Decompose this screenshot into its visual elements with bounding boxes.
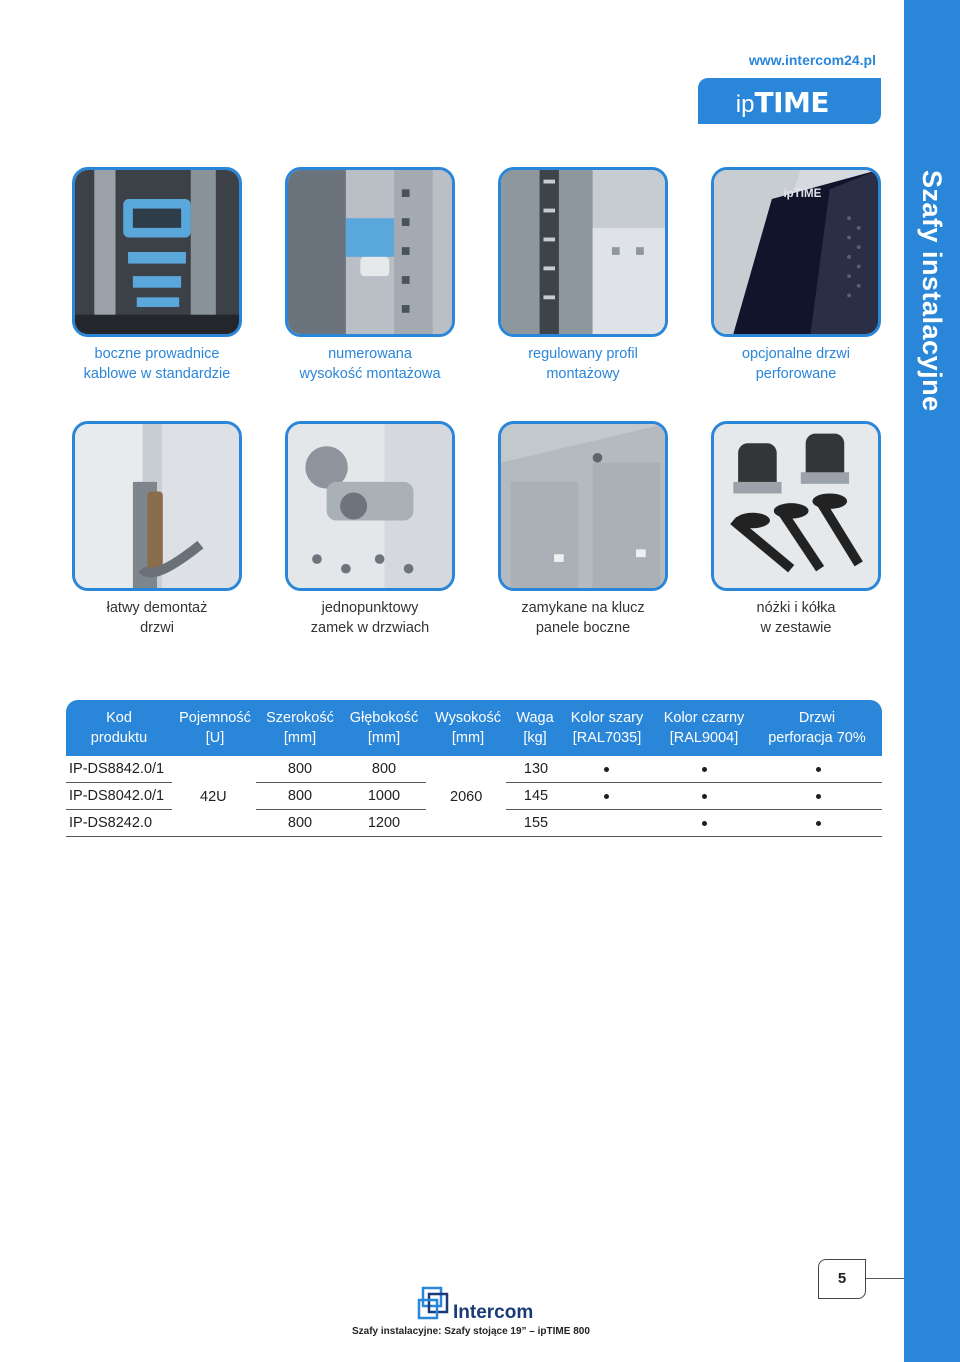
website-url[interactable]: www.intercom24.pl: [748, 52, 876, 68]
weight-value: 145: [523, 788, 549, 804]
col-header-width: Szerokość [mm]: [266, 710, 334, 746]
perforated-available-dot: [816, 767, 821, 772]
weight-value: 155: [523, 815, 549, 831]
feature-caption: opcjonalne drzwi perforowane: [741, 346, 850, 382]
height-merged-value: 2060: [450, 789, 483, 805]
photo-cable-guides: [72, 167, 242, 337]
product-code: IP-DS8042.0/1: [69, 788, 165, 804]
photo-door-hinge: [72, 421, 242, 591]
intercom-logo: Intercom: [417, 1286, 547, 1326]
page-number: 5: [818, 1259, 866, 1299]
perforated-available-dot: [816, 821, 821, 826]
photo-feet-and-casters: [711, 421, 881, 591]
black-available-dot: [702, 767, 707, 772]
col-header-height: Wysokość [mm]: [435, 710, 501, 746]
product-code: IP-DS8242.0: [69, 815, 153, 831]
col-header-code: Kod produktu: [90, 710, 148, 746]
perforated-available-dot: [816, 794, 821, 799]
side-section-title: Szafy instalacyjne: [917, 170, 947, 412]
table-row: [66, 756, 882, 783]
depth-value: 1000: [367, 788, 401, 804]
footer-caption: Szafy instalacyjne: Szafy stojące 19” – ipTIME 800: [352, 1326, 590, 1337]
capacity-merged-value: 42U: [200, 789, 227, 805]
feature-caption: nóżki i kółka w zestawie: [756, 600, 836, 636]
feature-caption: zamykane na klucz panele boczne: [521, 600, 645, 636]
col-header-weight: Waga [kg]: [516, 710, 554, 746]
photo-lockable-side-panels: [498, 421, 668, 591]
table-row: [66, 810, 882, 837]
feature-caption: regulowany profil montażowy: [528, 346, 638, 382]
weight-value: 130: [523, 761, 549, 777]
photo-numbered-height: [285, 167, 455, 337]
col-header-grey: Kolor szary [RAL7035]: [570, 710, 644, 746]
spec-table-header: [66, 700, 882, 756]
col-header-perforated: Drzwi perforacja 70%: [768, 710, 866, 746]
page-number-rule: [866, 1278, 904, 1279]
width-value: 800: [287, 788, 313, 804]
black-available-dot: [702, 794, 707, 799]
width-value: 800: [287, 815, 313, 831]
depth-value: 800: [371, 761, 397, 777]
photo-mounting-profile: [498, 167, 668, 337]
feature-caption: jednopunktowy zamek w drzwiach: [310, 600, 430, 636]
col-header-depth: Głębokość [mm]: [349, 710, 419, 746]
feature-caption: numerowana wysokość montażowa: [299, 346, 441, 382]
row-divider: [66, 836, 882, 837]
brand-logo: ipTIME: [735, 86, 829, 119]
feature-caption: łatwy demontaż drzwi: [106, 600, 208, 636]
photo-perforated-door: [711, 167, 881, 337]
grey-available-dot: [604, 767, 609, 772]
brand-bar: [698, 78, 881, 124]
col-header-capacity: Pojemność [U]: [179, 710, 251, 746]
intercom-logo-icon: [417, 1286, 451, 1322]
width-value: 800: [287, 761, 313, 777]
grey-available-dot: [604, 794, 609, 799]
black-available-dot: [702, 821, 707, 826]
feature-caption: boczne prowadnice kablowe w standardzie: [83, 346, 231, 382]
depth-value: 1200: [367, 815, 401, 831]
photo-single-point-lock: [285, 421, 455, 591]
svg-text:ipTIME: ipTIME: [783, 188, 822, 201]
product-code: IP-DS8842.0/1: [69, 761, 165, 777]
col-header-black: Kolor czarny [RAL9004]: [663, 710, 745, 746]
